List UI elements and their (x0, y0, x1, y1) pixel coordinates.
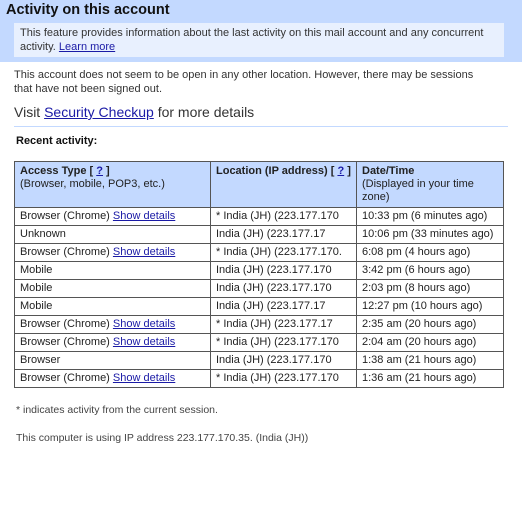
location-cell: India (JH) (223.177.17 (211, 226, 357, 244)
table-row (15, 262, 504, 280)
datetime-subtitle: (Displayed in your time zone) (362, 178, 474, 203)
access-type-value: Mobile (20, 282, 53, 294)
page-title: Activity on this account (6, 2, 170, 18)
location-header: Location (IP address) [ ? ] (211, 162, 357, 208)
recent-activity-label: Recent activity: (16, 135, 98, 147)
access-type-value: Browser (Chrome) (20, 372, 110, 384)
datetime-cell: 10:33 pm (6 minutes ago) (357, 208, 504, 226)
checkup-suffix: for more details (157, 104, 255, 120)
access-type-cell (15, 244, 211, 262)
access-type-cell (15, 226, 211, 244)
activity-table-body (15, 208, 504, 388)
access-type-cell (15, 370, 211, 388)
show-details-link[interactable]: Show details (112, 246, 176, 258)
show-details-link[interactable]: Show details (112, 210, 176, 222)
intro-box (14, 23, 504, 57)
location-help-link[interactable]: ? (337, 165, 345, 177)
learn-more-link[interactable]: Learn more (58, 41, 116, 53)
access-type-cell (15, 262, 211, 280)
current-session-footnote: * indicates activity from the current session. (16, 404, 218, 416)
datetime-cell: 6:08 pm (4 hours ago) (357, 244, 504, 262)
table-row (15, 316, 504, 334)
datetime-cell: 2:04 am (20 hours ago) (357, 334, 504, 352)
access-type-value: Unknown (20, 228, 66, 240)
datetime-cell: 2:03 pm (8 hours ago) (357, 280, 504, 298)
access-type-cell (15, 316, 211, 334)
datetime-header (357, 162, 504, 208)
location-cell: * India (JH) (223.177.170. (211, 244, 357, 262)
access-type-value: Mobile (20, 300, 53, 312)
security-checkup-line (14, 104, 508, 127)
location-cell: India (JH) (223.177.170 (211, 280, 357, 298)
access-type-value: Browser (Chrome) (20, 318, 110, 330)
access-type-value: Browser (Chrome) (20, 336, 110, 348)
table-header-row (15, 162, 504, 208)
table-row (15, 352, 504, 370)
access-type-value: Mobile (20, 264, 53, 276)
location-cell: India (JH) (223.177.170 (211, 352, 357, 370)
access-type-value: Browser (Chrome) (20, 210, 110, 222)
security-checkup-link[interactable]: Security Checkup (44, 104, 154, 120)
table-row (15, 370, 504, 388)
location-cell: * India (JH) (223.177.170 (211, 208, 357, 226)
datetime-cell: 1:38 am (21 hours ago) (357, 352, 504, 370)
datetime-cell: 10:06 pm (33 minutes ago) (357, 226, 504, 244)
main-content (0, 62, 522, 444)
access-type-subtitle: (Browser, mobile, POP3, etc.) (20, 178, 165, 190)
table-row (15, 280, 504, 298)
location-title: Location (IP address) (216, 165, 328, 177)
location-cell: * India (JH) (223.177.17 (211, 316, 357, 334)
table-row (15, 334, 504, 352)
access-type-cell (15, 280, 211, 298)
datetime-cell: 1:36 am (21 hours ago) (357, 370, 504, 388)
access-type-value: Browser (Chrome) (20, 246, 110, 258)
access-type-cell (15, 208, 211, 226)
checkup-prefix: Visit (14, 104, 41, 120)
location-cell: * India (JH) (223.177.170 (211, 370, 357, 388)
location-cell: India (JH) (223.177.17 (211, 298, 357, 316)
datetime-cell: 2:35 am (20 hours ago) (357, 316, 504, 334)
show-details-link[interactable]: Show details (112, 336, 176, 348)
session-note: This account does not seem to be open in any other location. However, there may be sessions that have not been signed out. (14, 69, 474, 95)
access-type-help-link[interactable]: ? (96, 165, 103, 177)
access-type-value: Browser (20, 354, 61, 366)
page-header (0, 0, 522, 62)
access-type-cell (15, 334, 211, 352)
datetime-cell: 3:42 pm (6 hours ago) (357, 262, 504, 280)
access-type-title: Access Type (20, 165, 87, 177)
activity-table (14, 161, 504, 388)
access-type-header: Access Type [ ? ] (Browser, mobile, POP3, etc.) (15, 162, 211, 208)
show-details-link[interactable]: Show details (112, 372, 176, 384)
access-type-cell (15, 298, 211, 316)
table-row (15, 298, 504, 316)
location-cell: * India (JH) (223.177.170 (211, 334, 357, 352)
datetime-title: Date/Time (362, 165, 415, 177)
location-cell: India (JH) (223.177.170 (211, 262, 357, 280)
show-details-link[interactable]: Show details (112, 318, 176, 330)
access-type-cell (15, 352, 211, 370)
ip-address-note: This computer is using IP address 223.177.170.35. (India (JH)) (16, 432, 309, 444)
table-row (15, 208, 504, 226)
intro-text: This feature provides information about the last activity on this mail account and any concurrent activity. (20, 27, 484, 53)
table-row (15, 226, 504, 244)
datetime-cell: 12:27 pm (10 hours ago) (357, 298, 504, 316)
table-row (15, 244, 504, 262)
